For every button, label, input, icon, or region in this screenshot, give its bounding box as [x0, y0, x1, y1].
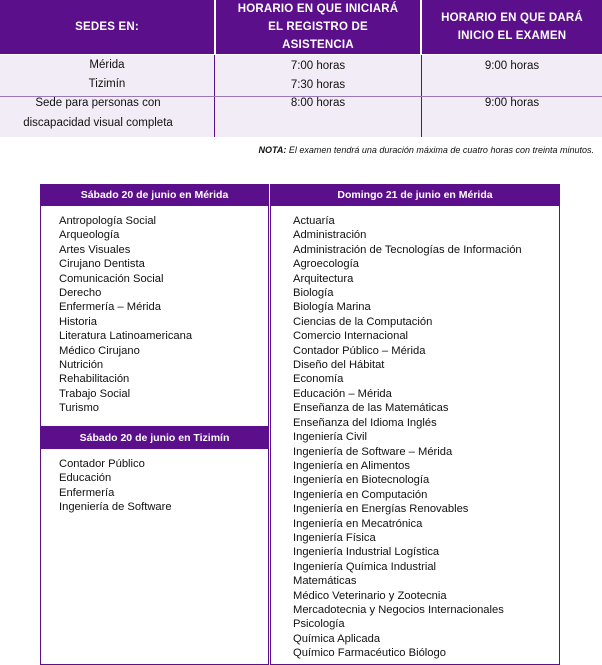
career-item: Ingeniería en Alimentos: [293, 459, 410, 472]
list-sabado-tizimin: [59, 457, 172, 515]
row1-registro-1: 7:00 horas: [290, 60, 346, 72]
career-item: Ingeniería en Biotecnología: [293, 474, 430, 487]
careers-table: [40, 184, 560, 665]
career-item: Antropología Social: [59, 215, 157, 227]
list-sabado-merida: [59, 214, 192, 416]
career-item: Educación: [59, 472, 112, 485]
career-item: Arqueología: [59, 229, 120, 242]
header-sabado-tizimin: Sábado 20 de junio en Tizimín: [40, 427, 269, 448]
row1-sede-1: Mérida: [89, 59, 125, 71]
career-item: Educación – Mérida: [293, 387, 392, 400]
career-item: Mercadotecnia y Negocios Internacionales: [293, 603, 504, 616]
career-item: Administración de Tecnologías de Información: [293, 243, 522, 256]
career-item: Ingeniería Física: [293, 531, 376, 544]
header-sedes: SEDES EN:: [0, 0, 214, 54]
career-item: Arquitectura: [293, 272, 354, 285]
career-item: Enseñanza de las Matemáticas: [293, 402, 449, 415]
header-registro: HORARIO EN QUE INICIARÁ EL REGISTRO DE ASISTENCIA: [216, 0, 420, 54]
career-item: Diseño del Hábitat: [293, 359, 385, 372]
career-item: Nutrición: [59, 359, 104, 372]
career-item: Ingeniería Industrial Logística: [293, 546, 440, 559]
career-item: Historia: [59, 315, 97, 328]
career-item: Ingeniería de Software – Mérida: [293, 445, 453, 458]
career-item: Médico Cirujano: [59, 344, 140, 357]
career-item: Matemáticas: [293, 575, 357, 588]
career-item: Actuaría: [293, 215, 335, 227]
career-item: Derecho: [59, 287, 102, 300]
career-item: Artes Visuales: [59, 243, 131, 256]
career-item: Ingeniería Civil: [293, 431, 367, 444]
row2-sede-2: discapacidad visual completa: [23, 117, 173, 129]
career-item: Ingeniería de Software: [59, 501, 172, 514]
row1-registro-2: 7:30 horas: [290, 79, 346, 91]
career-item: Comercio Internacional: [293, 330, 409, 343]
career-item: Rehabilitación: [59, 373, 130, 386]
career-item: Química Aplicada: [293, 632, 381, 645]
header-examen: HORARIO EN QUE DARÁ INICIO EL EXAMEN: [422, 0, 602, 54]
career-item: Trabajo Social: [59, 387, 131, 400]
career-item: Biología Marina: [293, 301, 371, 314]
career-item: Turismo: [59, 402, 99, 415]
career-item: Ingeniería en Energías Renovables: [293, 503, 469, 516]
career-item: Contador Público – Mérida: [293, 344, 426, 357]
career-item: Literatura Latinoamericana: [59, 330, 193, 343]
row2-sede-1: Sede para personas con: [35, 97, 161, 109]
row2-examen: 9:00 horas: [484, 97, 540, 109]
row1-examen: 9:00 horas: [484, 60, 540, 72]
header-sabado-merida: Sábado 20 de junio en Mérida: [40, 184, 269, 205]
career-item: Contador Público: [59, 458, 145, 470]
career-item: Economía: [293, 373, 344, 386]
career-item: Administración: [293, 229, 367, 242]
career-item: Ingeniería en Computación: [293, 488, 428, 501]
career-item: Biología: [293, 287, 334, 300]
career-item: Cirujano Dentista: [59, 258, 145, 271]
header-domingo-merida: Domingo 21 de junio en Mérida: [270, 184, 560, 205]
row1-sede-2: Tizimín: [88, 78, 126, 90]
exam-duration-note: NOTA: El examen tendrá una duración máxima de cuatro horas con treinta minutos.: [258, 145, 594, 155]
career-item: Ingeniería en Mecatrónica: [293, 517, 423, 530]
career-item: Enseñanza del Idioma Inglés: [293, 416, 437, 429]
career-item: Comunicación Social: [59, 272, 164, 285]
career-item: Químico Farmacéutico Biólogo: [293, 647, 446, 660]
career-item: Ciencias de la Computación: [293, 315, 433, 328]
list-domingo-merida: [293, 214, 522, 661]
career-item: Psicología: [293, 618, 345, 631]
career-item: Enfermería – Mérida: [59, 301, 161, 314]
row2-registro: 8:00 horas: [290, 97, 346, 109]
career-item: Ingeniería Química Industrial: [293, 560, 437, 573]
career-item: Enfermería: [59, 486, 115, 499]
career-item: Agroecología: [293, 258, 359, 271]
career-item: Médico Veterinario y Zootecnia: [293, 589, 447, 602]
